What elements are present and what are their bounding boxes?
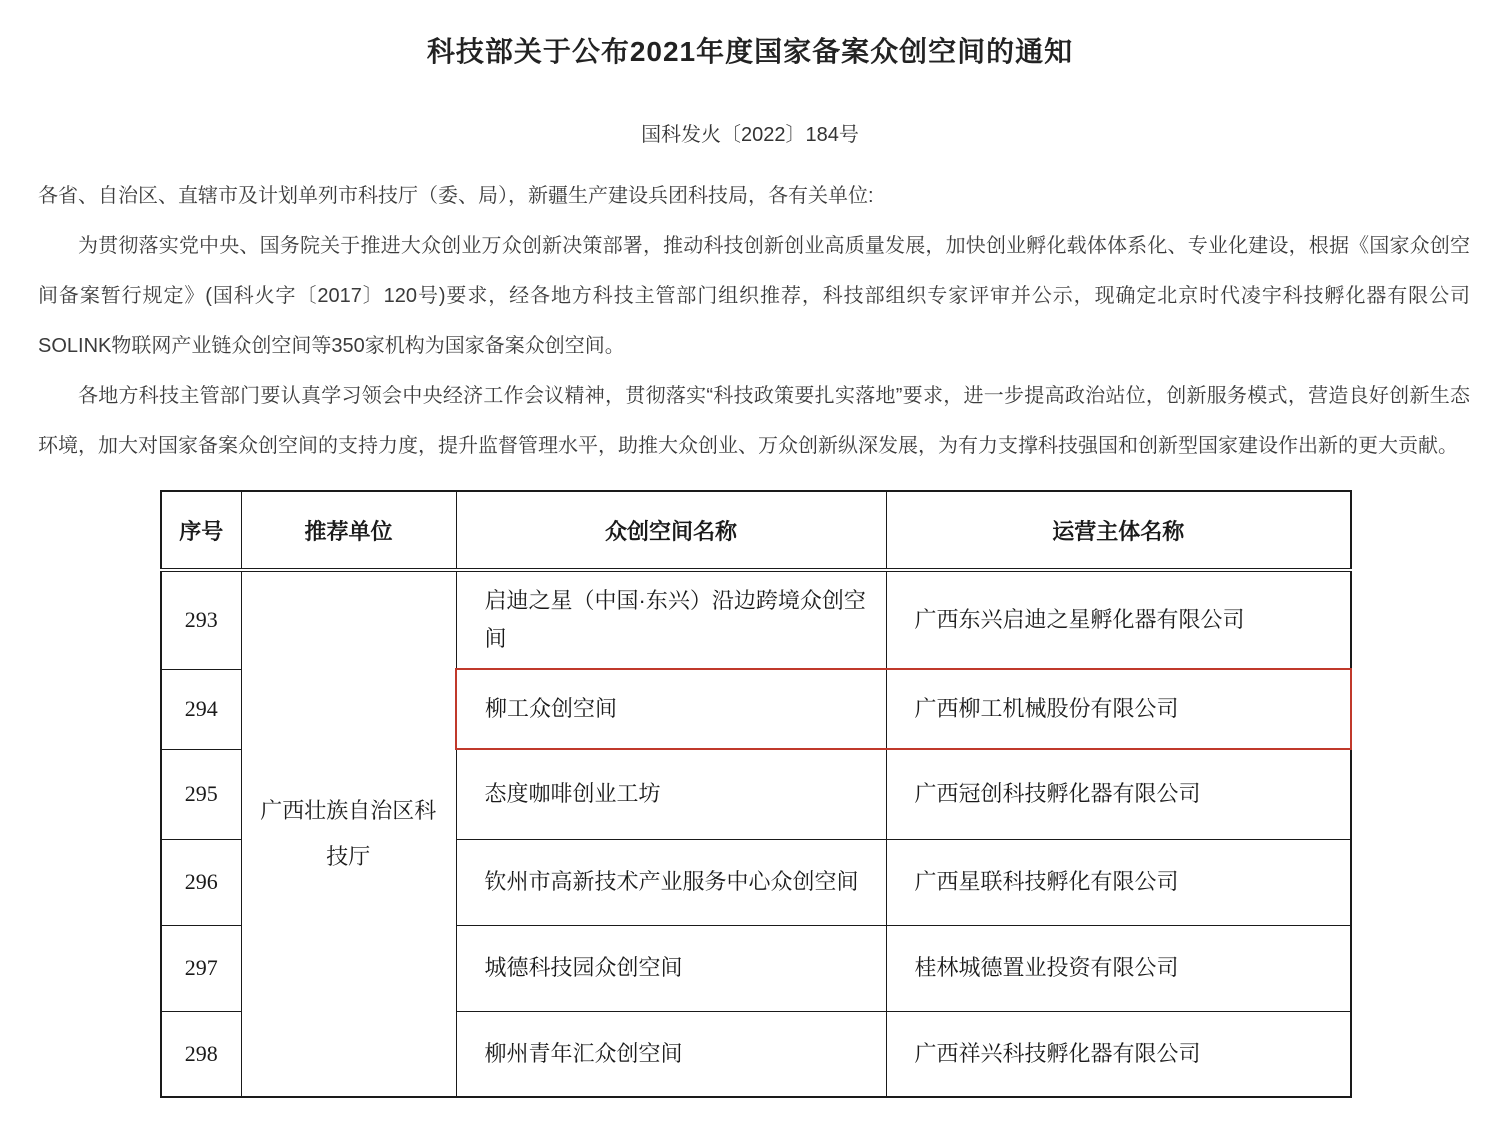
cell-serial: 296 — [161, 839, 241, 925]
cell-serial: 293 — [161, 570, 241, 669]
salutation: 各省、自治区、直辖市及计划单列市科技厅（委、局），新疆生产建设兵团科技局，各有关单位: — [38, 185, 874, 207]
makerspace-table — [160, 490, 1352, 1098]
cell-space-name: 态度咖啡创业工坊 — [456, 749, 886, 839]
cell-operator: 桂林城德置业投资有限公司 — [886, 925, 1351, 1011]
cell-serial: 294 — [161, 669, 241, 749]
paragraph-2: 各地方科技主管部门要认真学习领会中央经济工作会议精神，贯彻落实“科技政策要扎实落地”要求，进一步提高政治站位，创新服务模式，营造良好创新生态环境，加大对国家备案众创空间的支持力度，提升监督管理水平，助推大众创业、万众创新纵深发展，为有力支撑科技强国和创新型国家建设作出新的更大贡献。 — [38, 385, 1470, 457]
document-number: 国科发火〔2022〕184号 — [641, 124, 859, 146]
cell-serial: 295 — [161, 749, 241, 839]
document-page — [0, 30, 1500, 1147]
cell-space-name: 柳工众创空间 — [456, 669, 886, 749]
cell-space-name: 钦州市高新技术产业服务中心众创空间 — [456, 839, 886, 925]
column-header-recommender: 推荐单位 — [241, 491, 456, 570]
cell-space-name: 城德科技园众创空间 — [456, 925, 886, 1011]
cell-serial: 297 — [161, 925, 241, 1011]
cell-serial: 298 — [161, 1011, 241, 1097]
cell-space-name: 启迪之星（中国·东兴）沿边跨境众创空间 — [456, 570, 886, 669]
table-header-row — [161, 491, 1351, 570]
cell-space-name: 柳州青年汇众创空间 — [456, 1011, 886, 1097]
cell-recommender: 广西壮族自治区科技厅 — [241, 570, 456, 1097]
column-header-operator: 运营主体名称 — [886, 491, 1351, 570]
table-row — [161, 570, 1351, 669]
column-header-serial: 序号 — [161, 491, 241, 570]
cell-operator: 广西星联科技孵化有限公司 — [886, 839, 1351, 925]
document-title: 科技部关于公布2021年度国家备案众创空间的通知 — [426, 36, 1074, 67]
cell-operator: 广西祥兴科技孵化器有限公司 — [886, 1011, 1351, 1097]
cell-operator: 广西冠创科技孵化器有限公司 — [886, 749, 1351, 839]
cell-operator: 广西东兴启迪之星孵化器有限公司 — [886, 570, 1351, 669]
column-header-space-name: 众创空间名称 — [456, 491, 886, 570]
cell-operator: 广西柳工机械股份有限公司 — [886, 669, 1351, 749]
paragraph-1: 为贯彻落实党中央、国务院关于推进大众创业万众创新决策部署，推动科技创新创业高质量发展，加快创业孵化载体体系化、专业化建设，根据《国家众创空间备案暂行规定》(国科火字〔2017〕120号)要求，经各地方科技主管部门组织推荐，科技部组织专家评审并公示，现确定北京时代凌宇科技孵化器有限公司SOLINK物联网产业链众创空间等350家机构为国家备案众创空间。 — [38, 235, 1470, 357]
